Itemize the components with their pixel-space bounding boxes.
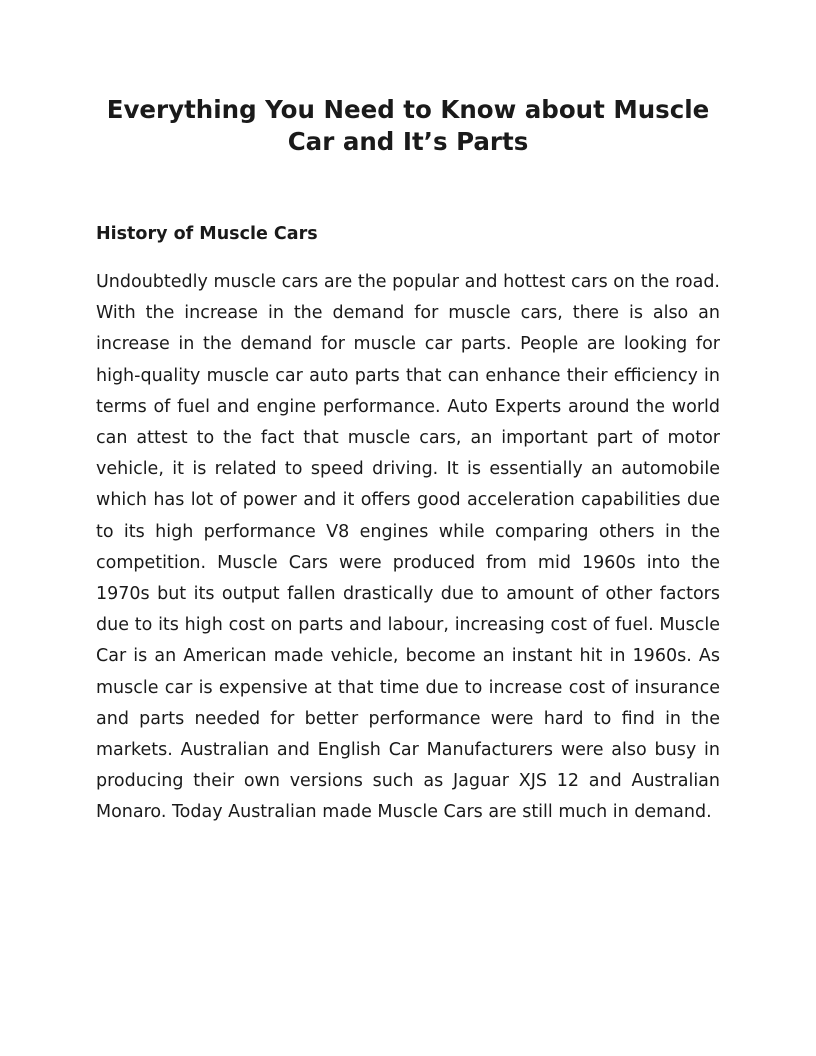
body-paragraph: Undoubtedly muscle cars are the popular and hottest cars on the road. With the increase in the demand for muscle cars, there is also an increase in the demand for muscle car parts. People are looking for high-quality muscle car auto parts that can enhance their efficiency in terms of fuel and engine performance. Auto Experts around the world can attest to the fact that muscle cars, an important part of motor vehicle, it is related to speed driving. It is essentially an automobile which has lot of power and it offers good acceleration capabilities due to its high performance V8 engines while comparing others in the competition. Muscle Cars were produced from mid 1960s into the 1970s but its output fallen drastically due to amount of other factors due to its high cost on parts and labour, increasing cost of fuel. Muscle Car is an American made vehicle, become an instant hit in 1960s. As muscle car is expensive at that time due to increase cost of insurance and parts needed for better performance were hard to find in the markets. Australian and English Car Manufacturers were also busy in producing their own versions such as Jaguar XJS 12 and Australian Monaro. Today Australian made Muscle Cars are still much in demand. bbox=[96, 272, 720, 823]
section-heading: History of Muscle Cars bbox=[96, 224, 318, 244]
document-title: Everything You Need to Know about Muscle Car and It’s Parts bbox=[106, 95, 710, 156]
